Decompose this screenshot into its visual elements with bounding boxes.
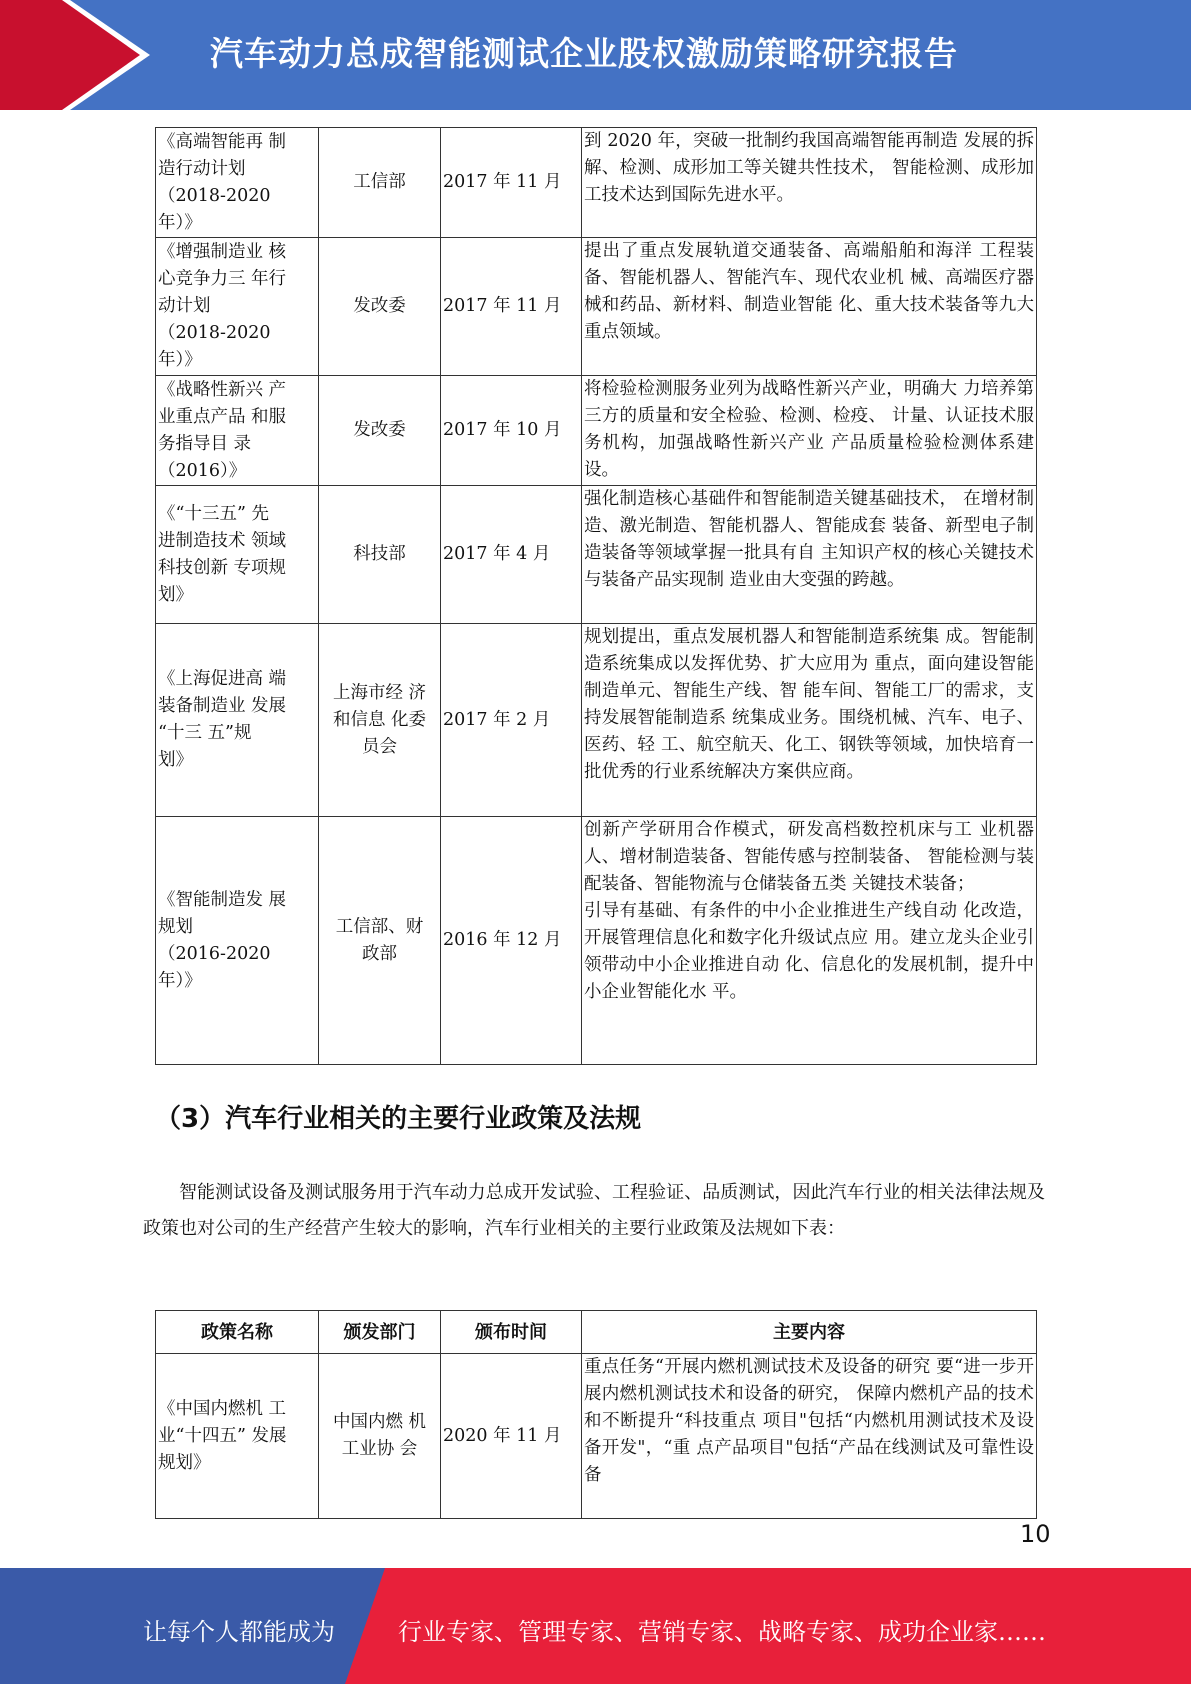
policy-content: 重点任务“开展内燃机测试技术及设备的研究 要“进一步开展内燃机测试技术和设备的研究， 保障内燃机产品的技术和不断提升“科技重点 项目"包括“内燃机用测试技术及设备开发"，“重 点产品项目"包括“产品在线测试及可靠性设 备 <box>584 1357 1034 1485</box>
column-header: 主要内容 <box>582 1311 1037 1354</box>
policy-content: 将检验检测服务业列为战略性新兴产业，明确大 力培养第三方的质量和安全检验、检测、检疫、 计量、认证技术服务机构，加强战略性新兴产业 产品质量检验检测体系建设。 <box>584 379 1034 480</box>
department-cell <box>319 817 441 1065</box>
table-row <box>156 486 1037 624</box>
department: 工信部、财 政部 <box>335 916 424 964</box>
policy-content: 提出了重点发展轨道交通装备、高端船舶和海洋 工程装备、智能机器人、智能汽车、现代农业机 械、高端医疗器械和药品、新材料、制造业智能 化、重大技术装备等九大重点领域。 <box>584 241 1034 342</box>
date-cell <box>441 238 582 376</box>
department-cell <box>319 128 441 238</box>
content-cell <box>582 486 1037 624</box>
footer-slogan-right: 行业专家、管理专家、营销专家、战略专家、成功企业家…… <box>398 1618 1046 1646</box>
policy-name: 《上海促进高 端 装备制造业 发展 “十三 五”规 划》 <box>158 669 287 770</box>
table-row <box>156 376 1037 486</box>
table-row <box>156 1354 1037 1519</box>
policy-name-cell <box>156 376 319 486</box>
policy-name: 《“十三五” 先 进制造技术 领域 科技创新 专项规 划》 <box>158 503 287 605</box>
date-cell <box>441 624 582 817</box>
body-paragraph: 智能测试设备及测试服务用于汽车动力总成开发试验、工程验证、品质测试，因此汽车行业的相关法律法规及政策也对公司的生产经营产生较大的影响，汽车行业相关的主要行业政策及法规如下表： <box>143 1182 1045 1239</box>
content-cell <box>582 238 1037 376</box>
table-row <box>156 624 1037 817</box>
table-header-row <box>156 1311 1037 1354</box>
policy-content: 创新产学研用合作模式，研发高档数控机床与工 业机器人、增材制造装备、智能传感与控制装备、 智能检测与装配装备、智能物流与仓储装备五类 关键技术装备； 引导有基础、有条件的中小企业推进生产线自动 化改造，开展管理信息化和数字化升级试点应 用。建立龙头企业引领带动中小企业推进自动 化、信息化的发展机制，提升中小企业智能化水 平。 <box>584 820 1034 1002</box>
department-cell <box>319 376 441 486</box>
content-cell <box>582 624 1037 817</box>
policy-table-continued <box>155 127 1037 1065</box>
policy-name-cell <box>156 1354 319 1519</box>
column-header: 颁发部门 <box>319 1311 441 1354</box>
page-header <box>0 0 1191 110</box>
department-cell <box>319 238 441 376</box>
policy-content: 到 2020 年，突破一批制约我国高端智能再制造 发展的拆解、检测、成形加工等关键共性技术， 智能检测、成形加工技术达到国际先进水平。 <box>584 131 1034 205</box>
department: 上海市经 济 和信息 化委 员会 <box>332 682 427 757</box>
page-number: 10 <box>1020 1520 1051 1548</box>
report-title: 汽车动力总成智能测试企业股权激励策略研究报告 <box>210 34 958 73</box>
auto-industry-policy-table <box>155 1310 1037 1519</box>
issue-date: 2017 年 2 月 <box>443 709 551 730</box>
policy-name-cell <box>156 817 319 1065</box>
department: 工信部 <box>353 172 406 192</box>
policy-name-cell <box>156 128 319 238</box>
section-heading: （3）汽车行业相关的主要行业政策及法规 <box>155 1104 642 1134</box>
date-cell <box>441 486 582 624</box>
date-cell <box>441 376 582 486</box>
date-cell <box>441 128 582 238</box>
department: 中国内燃 机 工业协 会 <box>332 1412 427 1459</box>
content-cell <box>582 128 1037 238</box>
policy-name-cell <box>156 486 319 624</box>
issue-date: 2017 年 11 月 <box>443 296 562 316</box>
content-cell <box>582 1354 1037 1519</box>
issue-date: 2016 年 12 月 <box>443 930 562 950</box>
issue-date: 2020 年 11 月 <box>443 1425 562 1446</box>
department: 科技部 <box>353 544 406 564</box>
department-cell <box>319 624 441 817</box>
page-footer <box>0 1568 1191 1684</box>
table-row <box>156 128 1037 238</box>
policy-name: 《高端智能再 制 造行动计划 （2018-2020 年）》 <box>158 131 287 233</box>
policy-name-cell <box>156 624 319 817</box>
department: 发改委 <box>353 420 406 440</box>
footer-slogan-left: 让每个人都能成为 <box>143 1618 335 1646</box>
department-cell <box>319 486 441 624</box>
content-cell <box>582 376 1037 486</box>
date-cell <box>441 817 582 1065</box>
policy-content: 强化制造核心基础件和智能制造关键基础技术， 在增材制造、激光制造、智能机器人、智能成套 装备、新型电子制造装备等领域掌握一批具有自 主知识产权的核心关键技术与装备产品实现制 造业由大变强的跨越。 <box>584 489 1034 590</box>
table-row <box>156 238 1037 376</box>
department: 发改委 <box>353 296 406 316</box>
content-cell <box>582 817 1037 1065</box>
policy-name: 《智能制造发 展 规划 （2016-2020 年）》 <box>158 889 287 991</box>
column-header: 颁布时间 <box>441 1311 582 1354</box>
policy-name: 《增强制造业 核 心竞争力三 年行 动计划 （2018-2020 年）》 <box>158 242 287 370</box>
policy-name: 《中国内燃机 工 业“十四五” 发展 规划》 <box>158 1398 287 1473</box>
policy-name: 《战略性新兴 产 业重点产品 和服 务指导目 录 （2016）》 <box>158 379 287 481</box>
issue-date: 2017 年 11 月 <box>443 172 562 192</box>
policy-name-cell <box>156 238 319 376</box>
table-row <box>156 817 1037 1065</box>
department-cell <box>319 1354 441 1519</box>
issue-date: 2017 年 10 月 <box>443 420 562 440</box>
column-header: 政策名称 <box>156 1311 319 1354</box>
issue-date: 2017 年 4 月 <box>443 544 551 564</box>
policy-content: 规划提出，重点发展机器人和智能制造系统集 成。智能制造系统集成以发挥优势、扩大应用为 重点，面向建设智能制造单元、智能生产线、智 能车间、智能工厂的需求，支持发展智能制造系 统集成业务。围绕机械、汽车、电子、医药、轻 工、航空航天、化工、钢铁等领域，加快培育一 批优秀的行业系统解决方案供应商。 <box>584 627 1034 782</box>
date-cell <box>441 1354 582 1519</box>
